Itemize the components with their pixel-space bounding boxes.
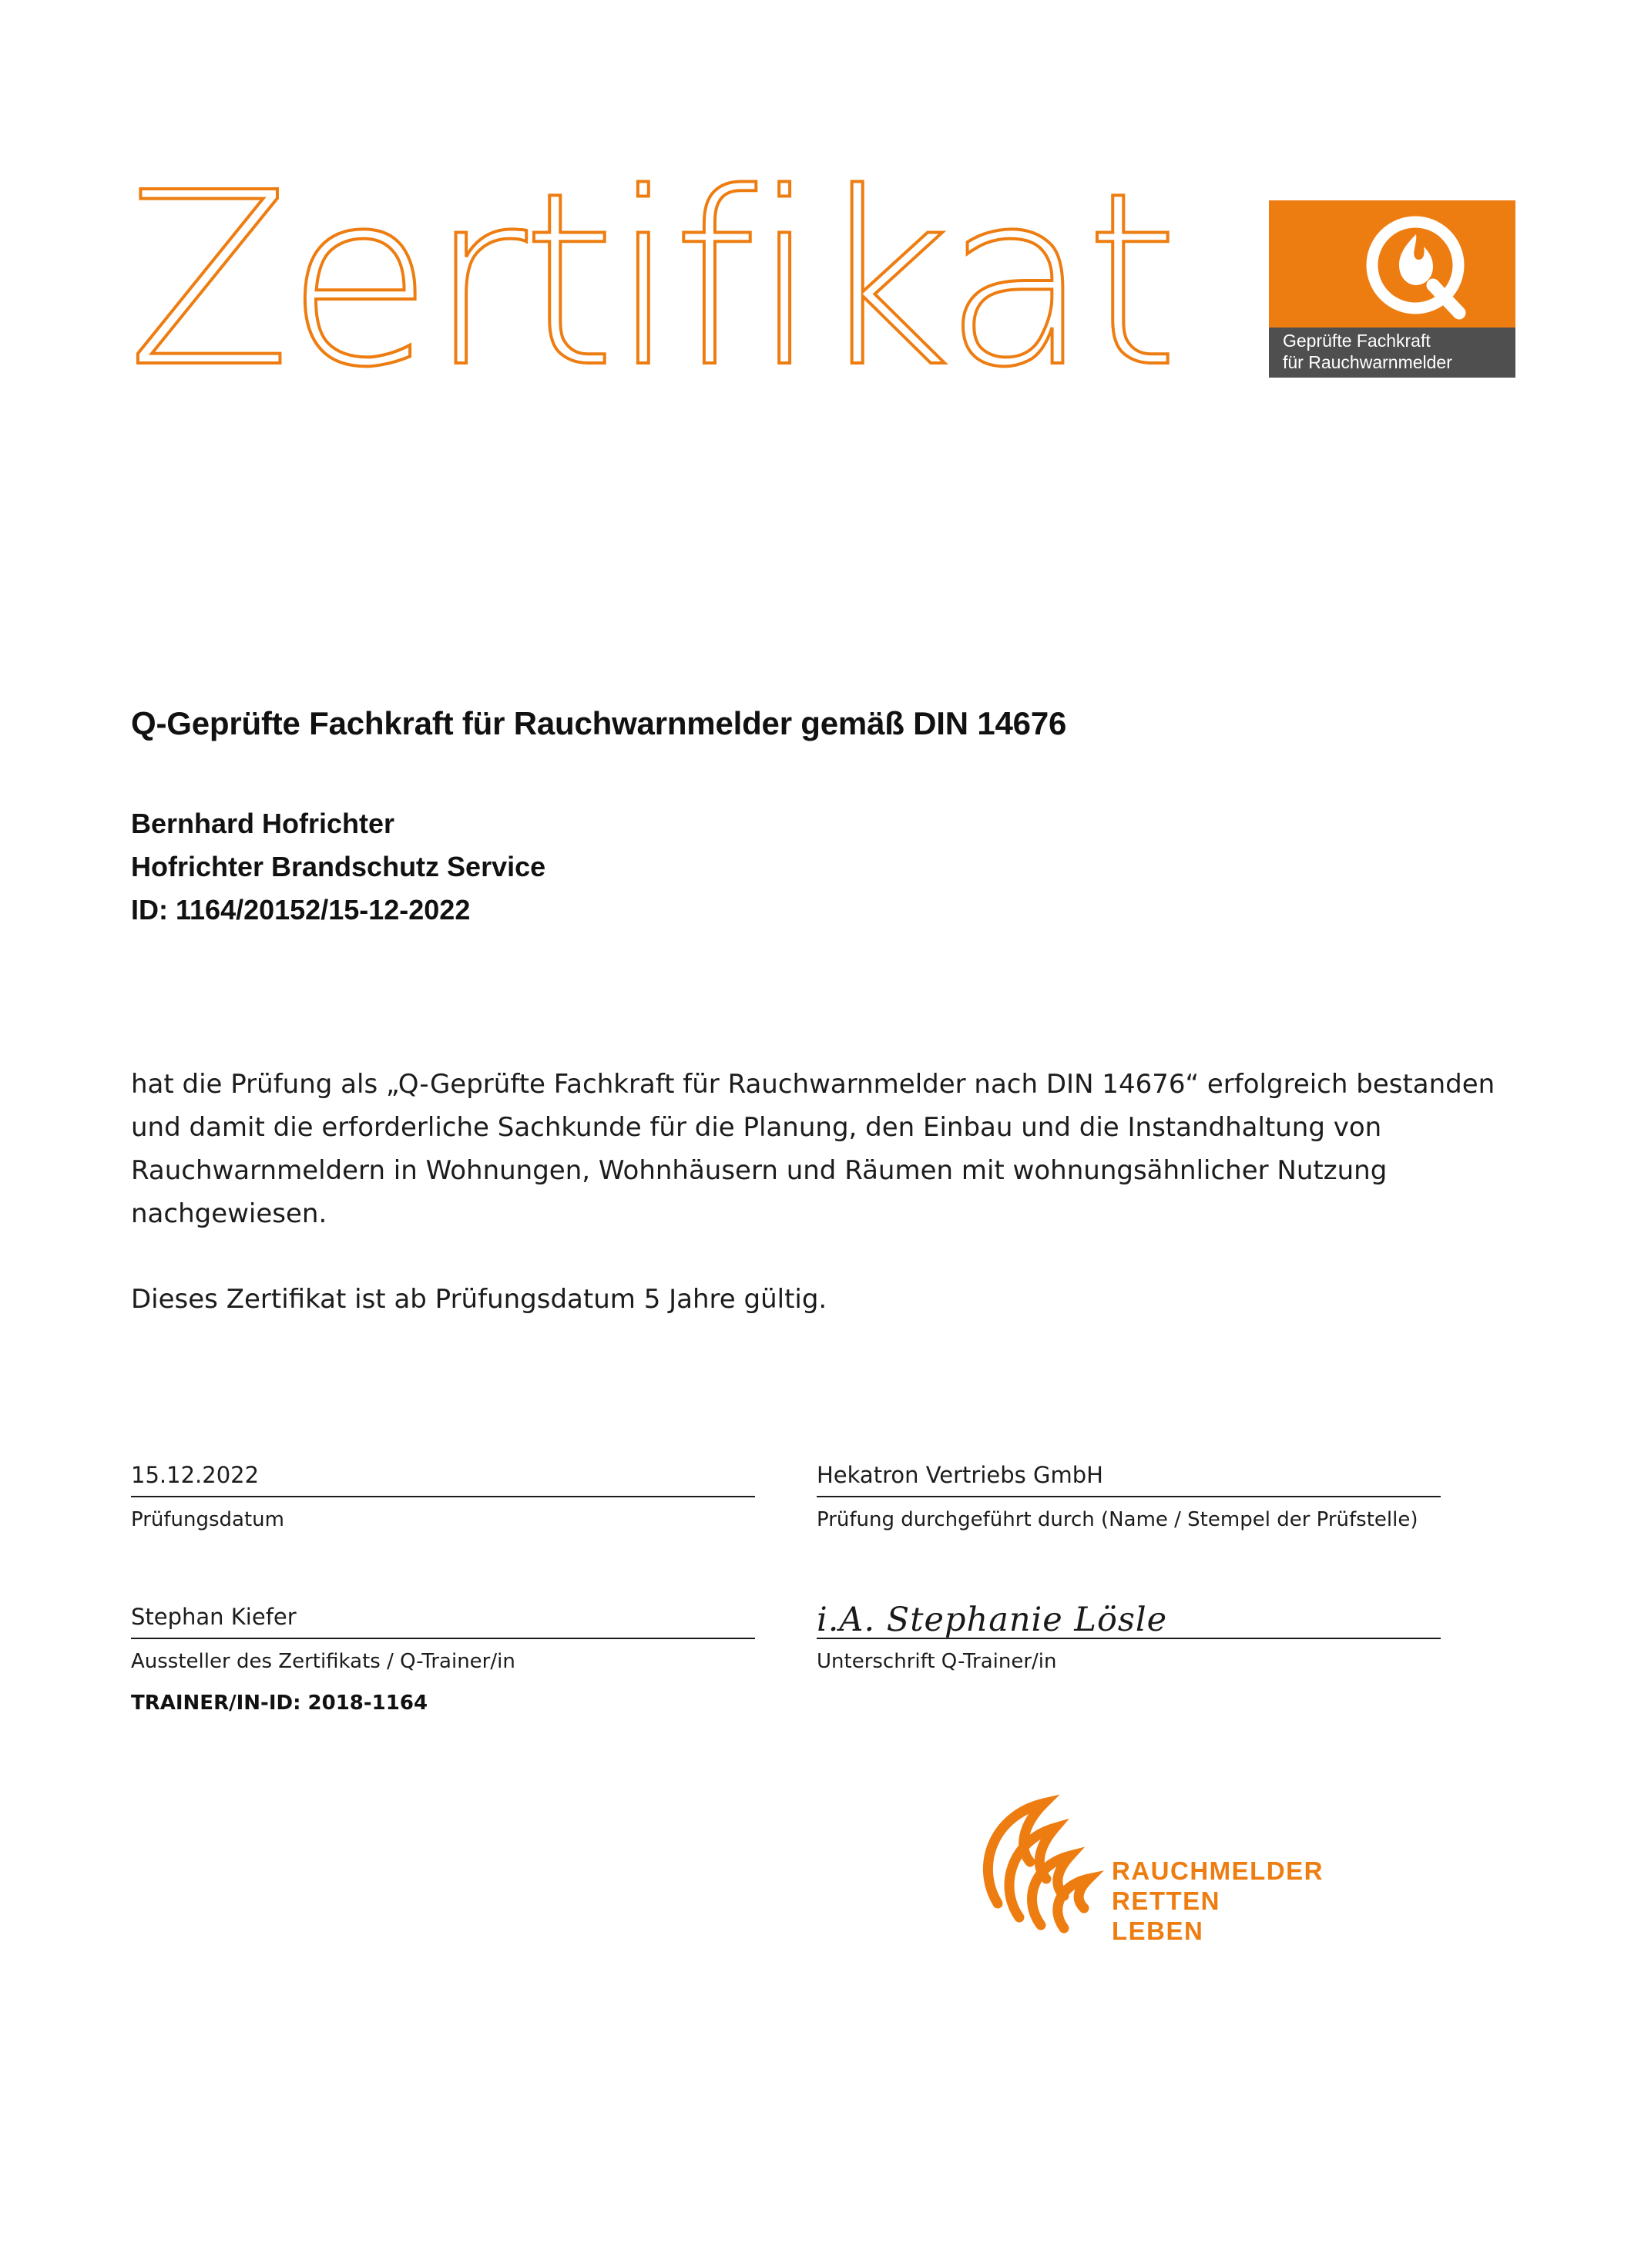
certificate-title: Q-Geprüfte Fachkraft für Rauchwarnmelder gemäß DIN 14676 xyxy=(131,705,1067,741)
examiner-field xyxy=(817,1460,1441,1533)
certificate-validity-paragraph: Dieses Zertifikat ist ab Prüfungsdatum 5 Jahre gültig. xyxy=(131,1284,827,1315)
zertifikat-wordmark: Zertifikat xyxy=(127,142,1175,420)
footer-logo-text xyxy=(1112,1856,1324,1946)
signature-row-top xyxy=(131,1460,1508,1533)
issuer-caption: Aussteller des Zertifikats / Q-Trainer/in xyxy=(131,1650,515,1673)
q-logo-caption xyxy=(1283,330,1506,373)
q-flame-icon xyxy=(1342,214,1488,322)
handwritten-signature: i.A. Stephanie Lösle xyxy=(817,1601,1168,1639)
exam-date-field xyxy=(131,1460,755,1533)
issuer-field xyxy=(131,1602,755,1715)
examiner-caption: Prüfung durchgeführt durch (Name / Stempel der Prüfstelle) xyxy=(817,1508,1418,1531)
q-logo-caption-line1: Geprüfte Fachkraft xyxy=(1283,331,1431,351)
exam-date-rule xyxy=(131,1496,755,1497)
q-logo-caption-line2: für Rauchwarnmelder xyxy=(1283,352,1452,372)
flame-swirl-icon xyxy=(975,1788,1129,1942)
trainer-id: TRAINER/IN-ID: 2018-1164 xyxy=(131,1692,428,1715)
holder-company: Hofrichter Brandschutz Service xyxy=(131,851,546,882)
signature-field xyxy=(817,1602,1441,1715)
holder-id: ID: 1164/20152/15-12-2022 xyxy=(131,894,471,926)
footer-logo-line2: RETTEN xyxy=(1112,1887,1220,1915)
signature-area xyxy=(131,1460,1508,1715)
holder-name: Bernhard Hofrichter xyxy=(131,808,395,839)
examiner-value: Hekatron Vertriebs GmbH xyxy=(817,1462,1103,1488)
issuer-rule xyxy=(131,1638,755,1639)
certificate-header xyxy=(127,142,1515,486)
issuer-value: Stephan Kiefer xyxy=(131,1604,297,1630)
signature-row-bottom xyxy=(131,1602,1508,1715)
rauchmelder-retten-leben-logo xyxy=(975,1788,1324,1973)
signature-caption: Unterschrift Q-Trainer/in xyxy=(817,1650,1057,1673)
certificate-content xyxy=(131,705,1508,1321)
certificate-body-paragraph: hat die Prüfung als „Q-Geprüfte Fachkraft für Rauchwarnmelder nach DIN 14676“ erfolgreich bestanden und damit die erforderliche Sachkunde für die Planung, den Einbau und die Instandhaltung von Rauchwarnmeldern in Wohnungen, Wohnhäusern und Räumen mit wohnungsähnlicher Nutzung nachgewiesen. xyxy=(131,1069,1495,1229)
footer-logo-line3: LEBEN xyxy=(1112,1917,1204,1945)
examiner-rule xyxy=(817,1496,1441,1497)
exam-date-value: 15.12.2022 xyxy=(131,1462,260,1488)
q-certification-logo xyxy=(1269,200,1515,378)
exam-date-caption: Prüfungsdatum xyxy=(131,1508,284,1531)
footer-logo-line1: RAUCHMELDER xyxy=(1112,1856,1324,1885)
